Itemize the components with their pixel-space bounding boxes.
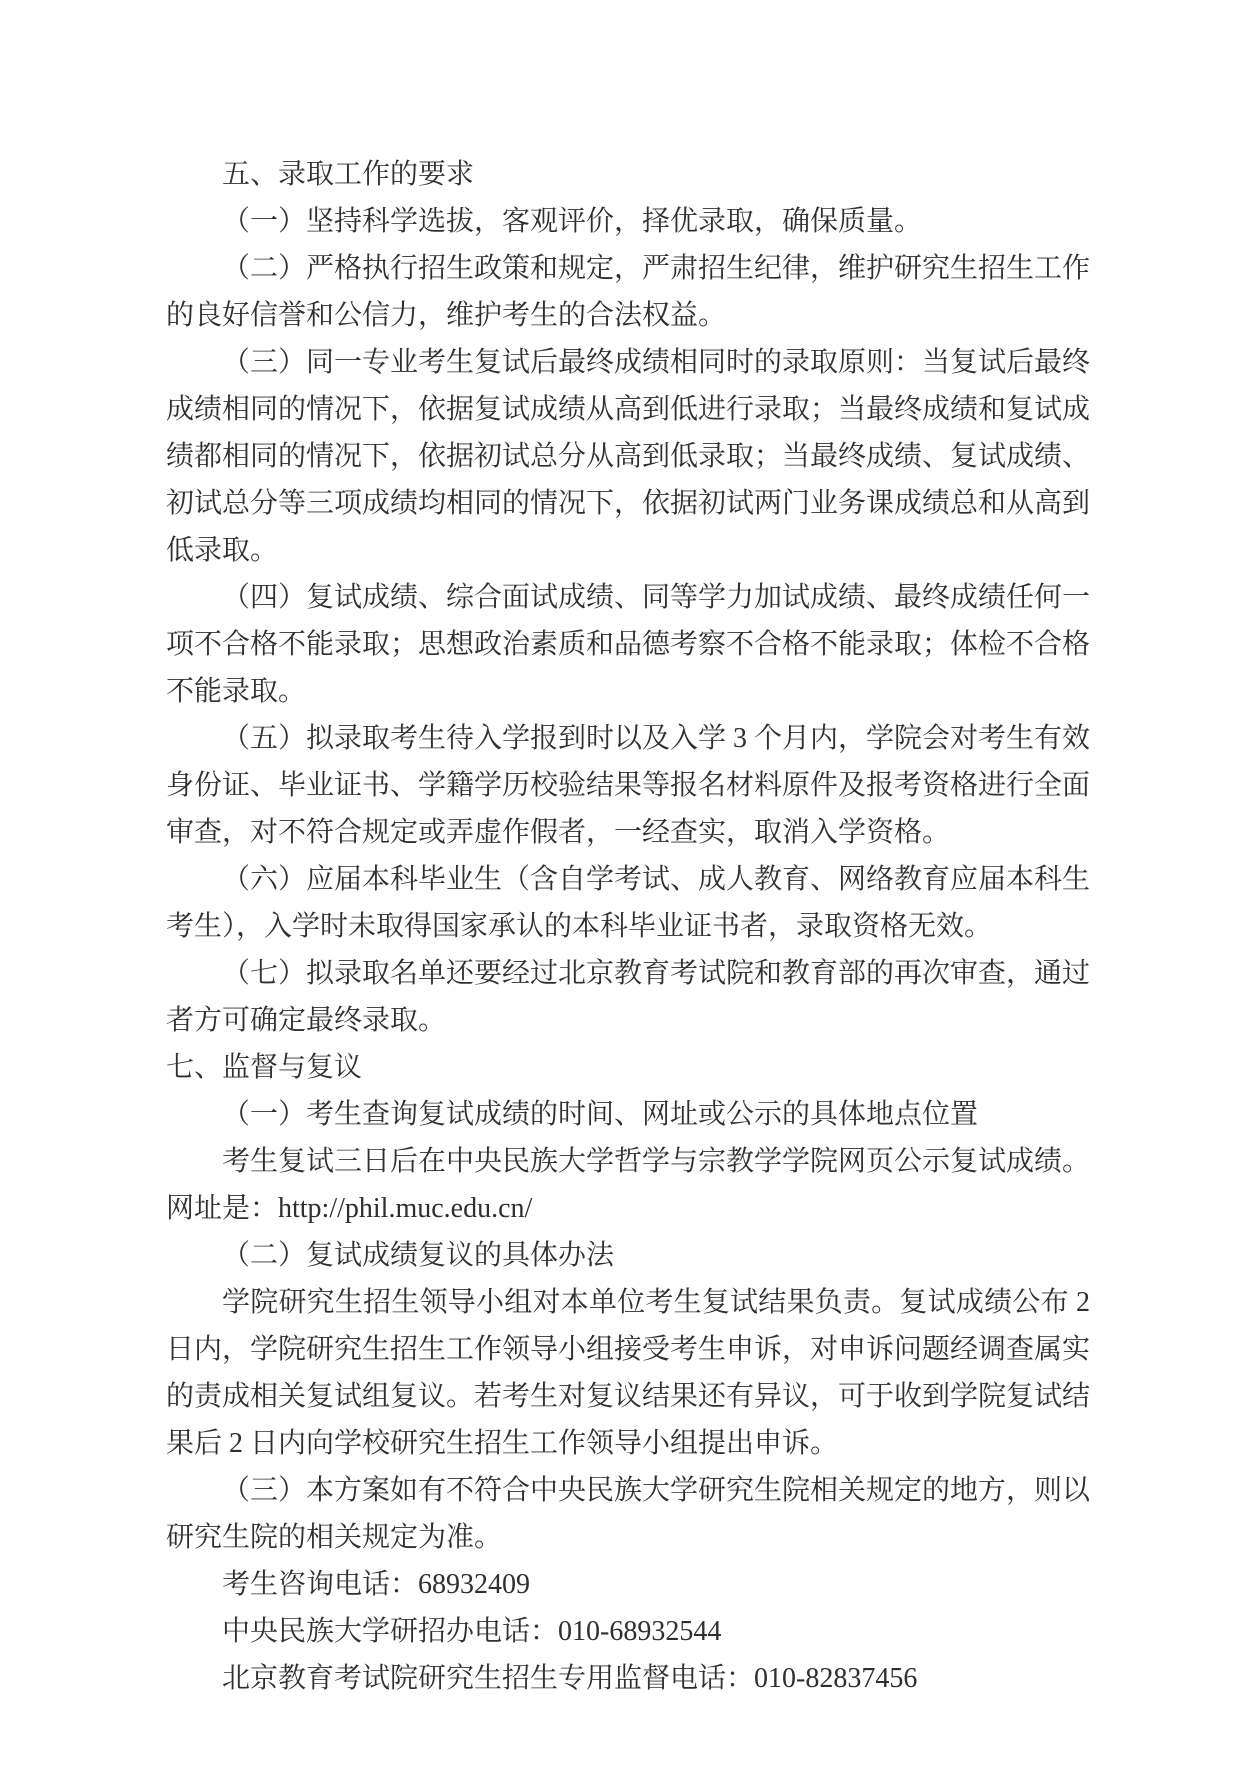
paragraph-item-4-fail-conditions: （四）复试成绩、综合面试成绩、同等学力加试成绩、最终成绩任何一项不合格不能录取；思想政治素质和品德考察不合格不能录取；体检不合格不能录取。 (166, 582, 1091, 707)
paragraph-review-method-heading: （二）复试成绩复议的具体办法 (222, 1240, 615, 1271)
phone-consult-line: 考生咨询电话：68932409 (222, 1569, 531, 1600)
phone-admissions-office-line: 中央民族大学研招办电话：010-68932544 (222, 1616, 722, 1647)
paragraph-item-7-final-review: （七）拟录取名单还要经过北京教育考试院和教育部的再次审查，通过者方可确定最终录取。 (166, 958, 1091, 1036)
section-heading-supervision-review: 七、监督与复议 (166, 1052, 363, 1083)
paragraph-item-2-discipline: （二）严格执行招生政策和规定，严肃招生纪律，维护研究生招生工作的良好信誉和公信力，维护考生的合法权益。 (166, 253, 1091, 331)
paragraph-item-3-tie-break-rules: （三）同一专业考生复试后最终成绩相同时的录取原则：当复试后最终成绩相同的情况下，依据复试成绩从高到低进行录取；当最终成绩和复试成绩都相同的情况下，依据初试总分从高到低录取；当最终成绩、复试成绩、初试总分等三项成绩均相同的情况下，依据初试两门业务课成绩总和从高到低录取。 (166, 347, 1091, 566)
section-heading-recruitment-requirements: 五、录取工作的要求 (222, 159, 475, 190)
paragraph-item-6-diploma-requirement: （六）应届本科毕业生（含自学考试、成人教育、网络教育应届本科生考生），入学时未取得国家承认的本科毕业证书者，录取资格无效。 (166, 864, 1091, 942)
phone-supervision-line: 北京教育考试院研究生招生专用监督电话：010-82837456 (222, 1663, 918, 1694)
website-notice-paragraph: 考生复试三日后在中央民族大学哲学与宗教学学院网页公示复试成绩。网址是：http://phil.muc.edu.cn/ (166, 1146, 1091, 1224)
paragraph-score-inquiry-heading: （一）考生查询复试成绩的时间、网址或公示的具体地点位置 (222, 1099, 979, 1130)
paragraph-item-1-quality: （一）坚持科学选拔，客观评价，择优录取，确保质量。 (222, 206, 923, 237)
paragraph-appeal-procedure: 学院研究生招生领导小组对本单位考生复试结果负责。复试成绩公布 2 日内，学院研究生招生工作领导小组接受考生申诉，对申诉问题经调查属实的责成相关复试组复议。若考生对复议结果还有异议，可于收到学院复试结果后 2 日内向学校研究生招生工作领导小组提出申诉。 (166, 1287, 1091, 1459)
document-page (166, 151, 1090, 1702)
paragraph-fallback-rules: （三）本方案如有不符合中央民族大学研究生院相关规定的地方，则以研究生院的相关规定为准。 (166, 1475, 1091, 1553)
paragraph-item-5-enrollment-review: （五）拟录取考生待入学报到时以及入学 3 个月内，学院会对考生有效身份证、毕业证书、学籍学历校验结果等报名材料原件及报考资格进行全面审查，对不符合规定或弄虚作假者，一经查实，取消入学资格。 (166, 723, 1091, 848)
